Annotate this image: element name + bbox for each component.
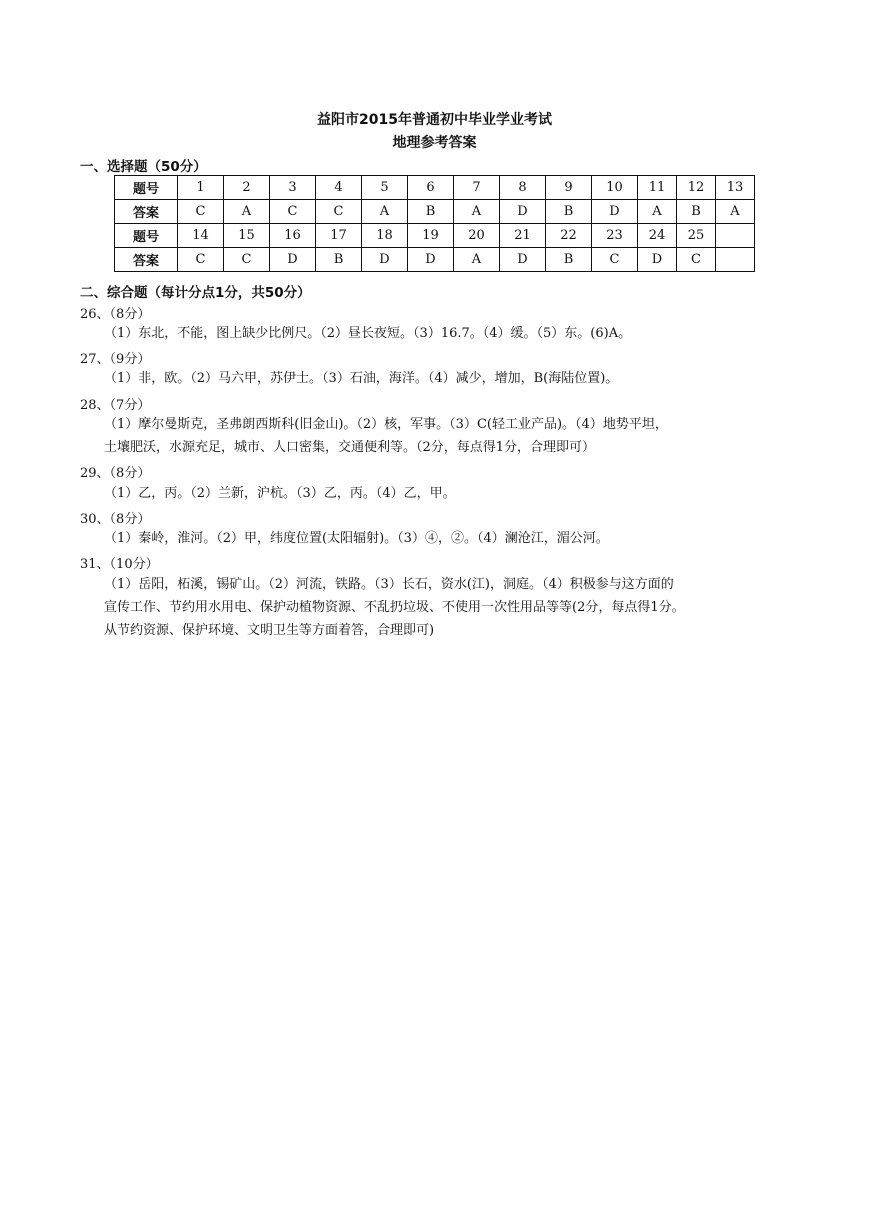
question-number: 1 (178, 176, 224, 200)
answer-cell: B (546, 248, 592, 272)
table-row (115, 248, 755, 272)
answer-cell: D (638, 248, 677, 272)
row-label: 题号 (115, 224, 178, 248)
answer-cell: C (178, 248, 224, 272)
question-number: 7 (454, 176, 500, 200)
answer-table (114, 175, 755, 272)
answer-cell: A (454, 248, 500, 272)
table-row (115, 176, 755, 200)
answer-line: （1）东北，不能，图上缺少比例尺。（2）昼长夜短。（3）16.7。（4）缓。（5）东。(6)A。 (104, 326, 632, 341)
answer-cell: C (270, 200, 316, 224)
question-heading: 30、（8分） (80, 512, 151, 527)
question-number: 14 (178, 224, 224, 248)
answer-line: （1）乙，丙。（2）兰新，沪杭。（3）乙，丙。（4）乙，甲。 (104, 486, 456, 501)
question-number: 2 (224, 176, 270, 200)
question-number: 5 (362, 176, 408, 200)
answer-cell: B (677, 200, 716, 224)
answer-line: （1）秦岭，淮河。（2）甲，纬度位置(太阳辐射)。（3）④，②。（4）澜沧江，湄公河。 (104, 531, 609, 546)
answer-cell: C (316, 200, 362, 224)
section-heading-choice: 一、选择题（50分） (80, 159, 207, 175)
answer-cell: C (677, 248, 716, 272)
row-label: 题号 (115, 176, 178, 200)
empty-cell (716, 224, 755, 248)
answer-cell: C (592, 248, 638, 272)
question-number: 8 (500, 176, 546, 200)
answer-line: 宣传工作、节约用水用电、保护动植物资源、不乱扔垃圾、不使用一次性用品等等(2分，每点得1分。 (104, 600, 685, 615)
question-number: 4 (316, 176, 362, 200)
answer-cell: C (178, 200, 224, 224)
question-number: 13 (716, 176, 755, 200)
row-label: 答案 (115, 248, 178, 272)
question-number: 17 (316, 224, 362, 248)
table-row (115, 224, 755, 248)
question-number: 18 (362, 224, 408, 248)
question-number: 21 (500, 224, 546, 248)
question-heading: 27、（9分） (80, 352, 151, 367)
document-subtitle: 地理参考答案 (392, 135, 477, 151)
question-number: 23 (592, 224, 638, 248)
question-number: 6 (408, 176, 454, 200)
question-number: 22 (546, 224, 592, 248)
answer-line: （1）非，欧。（2）马六甲，苏伊士。（3）石油，海洋。（4）减少，增加，B(海陆位置)。 (104, 371, 619, 386)
answer-line: 从节约资源、保护环境、文明卫生等方面着答，合理即可) (104, 623, 435, 638)
question-number: 16 (270, 224, 316, 248)
answer-cell: A (638, 200, 677, 224)
answer-cell: A (454, 200, 500, 224)
answer-cell: D (592, 200, 638, 224)
answer-cell: D (362, 248, 408, 272)
answer-cell: D (500, 248, 546, 272)
row-label: 答案 (115, 200, 178, 224)
empty-cell (716, 248, 755, 272)
question-heading: 26、（8分） (80, 307, 151, 322)
answer-cell: D (500, 200, 546, 224)
question-number: 19 (408, 224, 454, 248)
question-heading: 29、（8分） (80, 466, 151, 481)
question-number: 11 (638, 176, 677, 200)
answer-line: （1）摩尔曼斯克，圣弗朗西斯科(旧金山)。（2）核，军事。（3）C(轻工业产品)。（4）地势平坦， (104, 417, 668, 432)
answer-cell: C (224, 248, 270, 272)
question-heading: 31、（10分） (80, 557, 159, 572)
answer-cell: B (546, 200, 592, 224)
answer-cell: B (316, 248, 362, 272)
question-number: 10 (592, 176, 638, 200)
answer-cell: A (716, 200, 755, 224)
answer-cell: D (270, 248, 316, 272)
answer-cell: D (408, 248, 454, 272)
question-number: 3 (270, 176, 316, 200)
question-number: 15 (224, 224, 270, 248)
answer-cell: B (408, 200, 454, 224)
question-number: 20 (454, 224, 500, 248)
question-heading: 28、（7分） (80, 398, 151, 413)
question-number: 24 (638, 224, 677, 248)
table-row (115, 200, 755, 224)
question-number: 25 (677, 224, 716, 248)
question-number: 9 (546, 176, 592, 200)
document-title: 益阳市2015年普通初中毕业学业考试 (317, 112, 552, 128)
question-number: 12 (677, 176, 716, 200)
answer-line: 土壤肥沃，水源充足，城市、人口密集，交通便利等。（2分，每点得1分，合理即可） (104, 440, 596, 455)
section-heading-comprehensive: 二、综合题（每计分点1分，共50分） (80, 285, 311, 301)
answer-line: （1）岳阳，柘溪，锡矿山。（2）河流，铁路。（3）长石，资水(江)，洞庭。（4）积极参与这方面的 (104, 577, 674, 592)
answer-cell: A (362, 200, 408, 224)
answer-cell: A (224, 200, 270, 224)
